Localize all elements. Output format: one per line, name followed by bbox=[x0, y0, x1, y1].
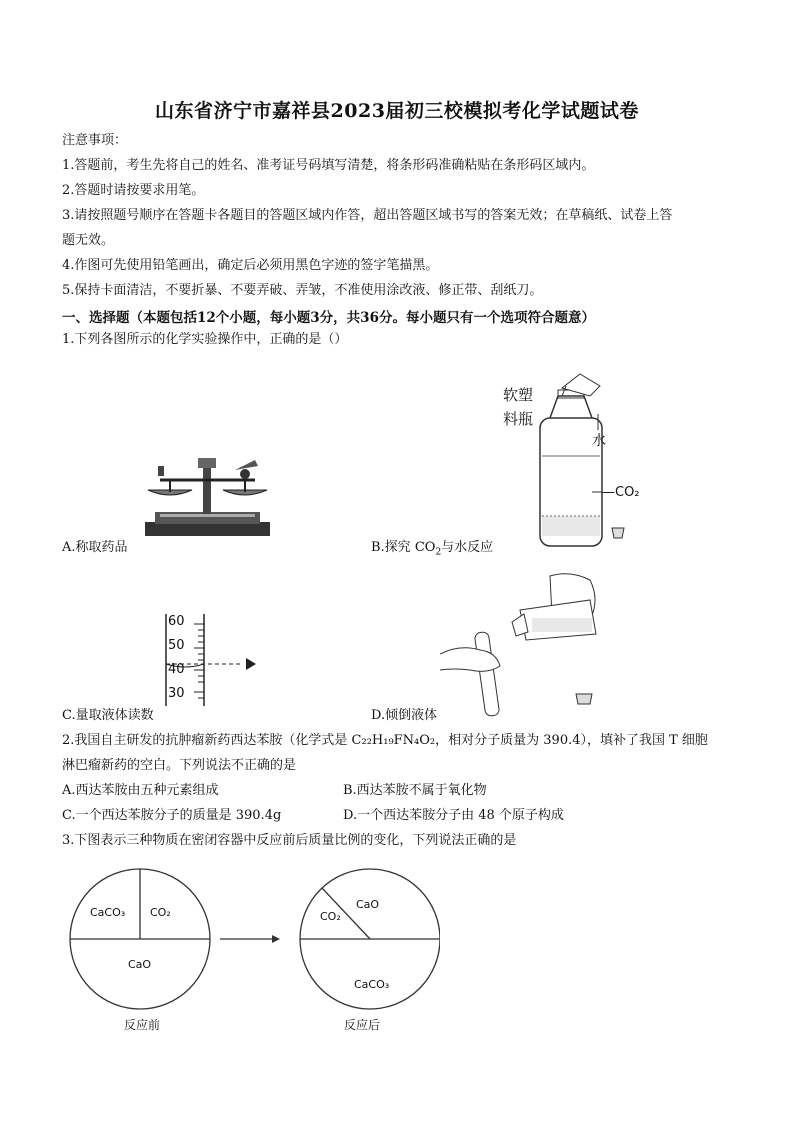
option-d-caption: D.倾倒液体 bbox=[371, 708, 438, 723]
question-2-option-c: C.一个西达苯胺分子的质量是 390.4g bbox=[62, 808, 282, 823]
question-2-option-d: D.一个西达苯胺分子由 48 个原子构成 bbox=[343, 808, 564, 823]
note-item: 1.答题前，考生先将自己的姓名、准考证号码填写清楚，将条形码准确粘贴在条形码区域内。 bbox=[62, 158, 595, 173]
tick-label: 30 bbox=[168, 686, 185, 701]
co2-label: —CO₂ bbox=[602, 485, 640, 500]
notes-heading: 注意事项： bbox=[62, 133, 128, 148]
balance-figure bbox=[140, 452, 275, 542]
option-a-caption: A.称取药品 bbox=[62, 540, 128, 555]
tick-label: 50 bbox=[168, 638, 185, 653]
page-title: 山东省济宁市嘉祥县2023届初三校模拟考化学试题试卷 bbox=[155, 100, 639, 122]
note-item: 4.作图可先使用铅笔画出，确定后必须用黑色字迹的签字笔描黑。 bbox=[62, 258, 439, 273]
option-c-caption: C.量取液体读数 bbox=[62, 708, 154, 723]
note-item: 3.请按照题号顺序在答题卡各题目的答题区域内作答，超出答题区域书写的答案无效；在草稿纸、试卷上答 bbox=[62, 208, 673, 223]
note-item: 题无效。 bbox=[62, 233, 115, 248]
pie-after-caco3: CaCO₃ bbox=[354, 978, 390, 991]
pouring-liquid-figure bbox=[440, 570, 610, 718]
after-reaction-label: 反应后 bbox=[344, 1018, 381, 1032]
note-item: 2.答题时请按要求用笔。 bbox=[62, 183, 205, 198]
bottle-label-2: 料瓶 bbox=[503, 410, 534, 428]
option-b-caption: B.探究 $CO_2$与水反应 bbox=[371, 540, 494, 558]
question-2-option-a: A.西达苯胺由五种元素组成 bbox=[62, 783, 219, 798]
question-2-option-b: B.西达苯胺不属于氧化物 bbox=[343, 783, 487, 798]
pie-charts-figure bbox=[60, 866, 440, 1016]
water-label: 水 bbox=[592, 433, 606, 449]
pie-before-caco3: CaCO₃ bbox=[90, 906, 126, 919]
note-item: 5.保持卡面清洁，不要折暴、不要弄破、弄皱，不准使用涂改液、修正带、刮纸刀。 bbox=[62, 283, 543, 298]
pie-after-cao: CaO bbox=[356, 898, 380, 911]
pie-before-cao: CaO bbox=[128, 958, 152, 971]
pie-before-co2: CO₂ bbox=[150, 906, 171, 919]
question-2-stem: 2.我国自主研发的抗肿瘤新药西达苯胺（化学式是 C₂₂H₁₉FN₄O₂，相对分子质量为 390.4），填补了我国 T 细胞 bbox=[62, 733, 708, 748]
tick-label: 40 bbox=[168, 662, 185, 677]
tick-label: 60 bbox=[168, 614, 185, 629]
bottle-label-1: 软塑 bbox=[503, 386, 534, 404]
question-3-stem: 3.下图表示三种物质在密闭容器中反应前后质量比例的变化，下列说法正确的是 bbox=[62, 833, 517, 848]
question-1-stem: 1.下列各图所示的化学实验操作中，正确的是（） bbox=[62, 332, 348, 347]
section-heading: 一、选择题（本题包括12个小题，每小题3分，共36分。每小题只有一个选项符合题意） bbox=[62, 310, 595, 326]
before-reaction-label: 反应前 bbox=[124, 1018, 161, 1032]
pie-after-co2: CO₂ bbox=[320, 910, 341, 923]
question-2-stem: 淋巴瘤新药的空白。下列说法不正确的是 bbox=[62, 758, 297, 773]
